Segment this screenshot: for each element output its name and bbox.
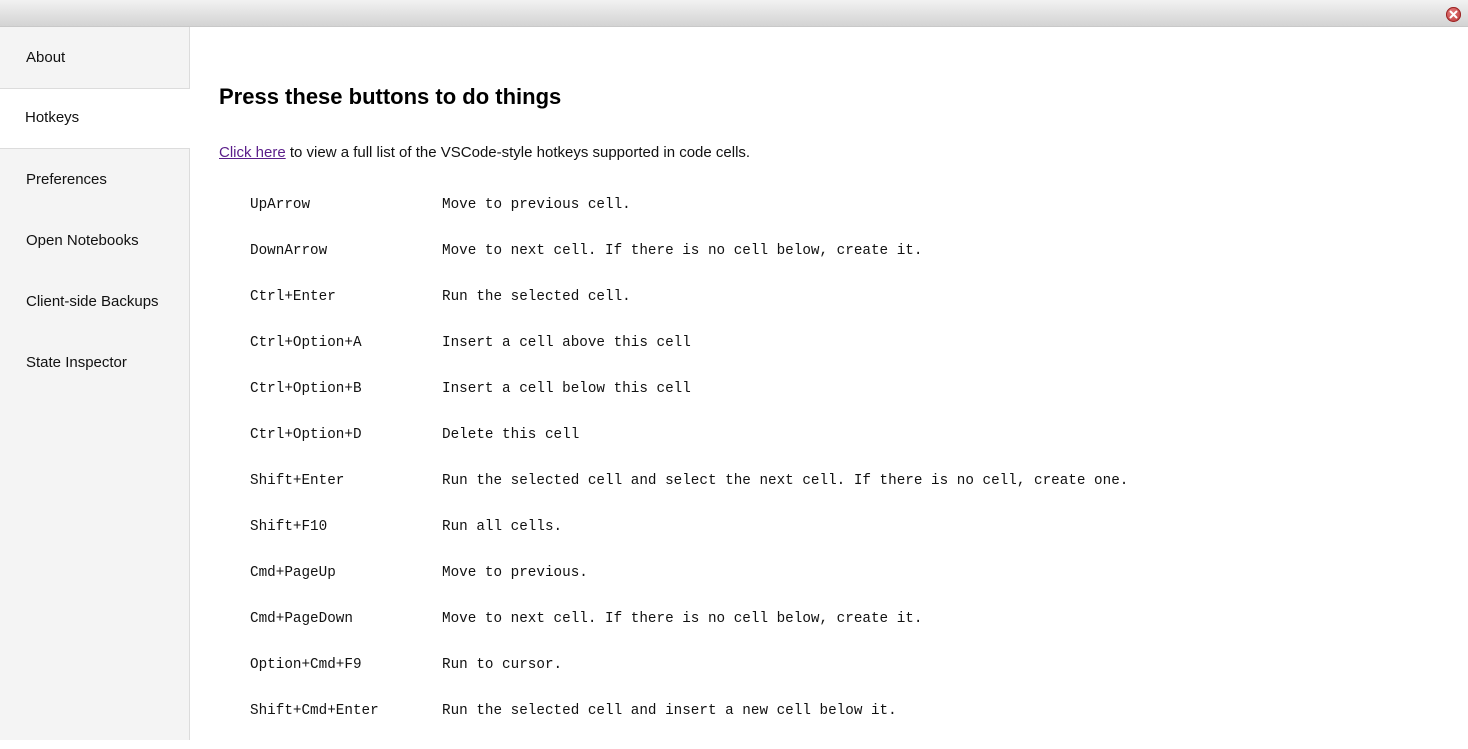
sidebar-item-about[interactable] (0, 27, 189, 89)
hotkey-key: Ctrl+Option+D (250, 427, 442, 443)
sidebar-item-preferences[interactable] (0, 149, 189, 210)
sidebar-item-client-side-backups[interactable] (0, 271, 189, 332)
hotkey-description: Run the selected cell and select the next cell. If there is no cell, create one. (442, 473, 1128, 489)
hotkey-list (250, 197, 1128, 749)
hotkey-description: Run the selected cell and insert a new cell below it. (442, 703, 897, 719)
hotkey-row (250, 473, 1128, 519)
close-icon (1446, 7, 1461, 22)
hotkey-row (250, 519, 1128, 565)
hotkey-key: Ctrl+Option+B (250, 381, 442, 397)
hotkey-row (250, 427, 1128, 473)
hotkey-key: Cmd+PageDown (250, 611, 442, 627)
sidebar-item-state-inspector[interactable] (0, 332, 189, 393)
sidebar-item-label: About (26, 49, 65, 66)
hotkey-row (250, 197, 1128, 243)
intro-text-rest: to view a full list of the VSCode-style hotkeys supported in code cells. (286, 144, 750, 161)
hotkey-description: Insert a cell below this cell (442, 381, 691, 397)
hotkey-description: Move to previous. (442, 565, 588, 581)
hotkey-key: DownArrow (250, 243, 442, 259)
close-button[interactable] (1446, 7, 1461, 22)
hotkey-description: Insert a cell above this cell (442, 335, 691, 351)
hotkey-row (250, 335, 1128, 381)
hotkey-key: Shift+F10 (250, 519, 442, 535)
sidebar-item-label: Hotkeys (25, 109, 79, 126)
hotkey-key: Ctrl+Option+A (250, 335, 442, 351)
hotkey-row (250, 611, 1128, 657)
sidebar (0, 27, 190, 740)
hotkey-key: UpArrow (250, 197, 442, 213)
hotkey-row (250, 381, 1128, 427)
hotkey-key: Option+Cmd+F9 (250, 657, 442, 673)
sidebar-item-label: Open Notebooks (26, 232, 139, 249)
hotkey-description: Move to next cell. If there is no cell below, create it. (442, 243, 922, 259)
sidebar-item-open-notebooks[interactable] (0, 210, 189, 271)
hotkey-row (250, 243, 1128, 289)
hotkey-key: Cmd+PageUp (250, 565, 442, 581)
hotkey-row (250, 657, 1128, 703)
hotkey-description: Move to previous cell. (442, 197, 631, 213)
hotkey-description: Run all cells. (442, 519, 562, 535)
sidebar-item-label: Preferences (26, 171, 107, 188)
modal-title-bar (0, 0, 1468, 27)
hotkey-description: Run the selected cell. (442, 289, 631, 305)
hotkey-row (250, 289, 1128, 335)
sidebar-item-label: State Inspector (26, 354, 127, 371)
hotkey-row (250, 703, 1128, 749)
full-hotkey-list-link[interactable]: Click here (219, 144, 286, 161)
intro-text (219, 144, 750, 161)
hotkey-description: Delete this cell (442, 427, 579, 443)
hotkey-row (250, 565, 1128, 611)
hotkey-key: Shift+Enter (250, 473, 442, 489)
hotkey-description: Move to next cell. If there is no cell below, create it. (442, 611, 922, 627)
hotkeys-panel (219, 27, 1468, 740)
sidebar-item-label: Client-side Backups (26, 293, 159, 310)
hotkey-key: Shift+Cmd+Enter (250, 703, 442, 719)
hotkey-key: Ctrl+Enter (250, 289, 442, 305)
hotkey-description: Run to cursor. (442, 657, 562, 673)
page-title: Press these buttons to do things (219, 84, 561, 110)
sidebar-item-hotkeys[interactable] (0, 89, 190, 149)
